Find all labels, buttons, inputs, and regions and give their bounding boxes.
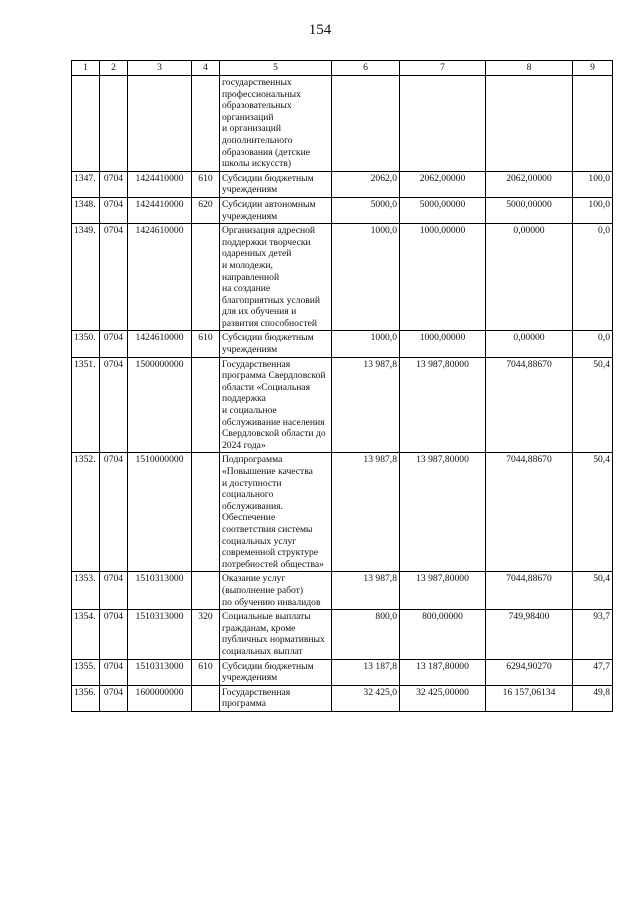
item-name: Государственная программа [220,685,332,711]
column-header: 7 [400,61,486,76]
executed-amount: 0,00000 [486,331,573,357]
expense-type-code: 610 [192,659,220,685]
execution-percent: 47,7 [573,659,613,685]
planned-amount: 5000,0 [332,197,400,223]
planned-amount [332,76,400,172]
expense-type-code [192,572,220,610]
executed-amount: 7044,88670 [486,453,573,572]
approved-amount: 2062,00000 [400,171,486,197]
planned-amount: 13 987,8 [332,572,400,610]
table-row [72,659,613,685]
table-row [72,197,613,223]
item-name: государственных профессиональных образовательных организаций и организаций дополнительного образования (детские школы искусств) [220,76,332,172]
row-number: 1354. [72,610,100,659]
planned-amount: 800,0 [332,610,400,659]
executed-amount: 2062,00000 [486,171,573,197]
table-row [72,76,613,172]
page-number: 154 [308,22,332,38]
row-number: 1347. [72,171,100,197]
expense-type-code [192,357,220,453]
target-article-code: 1510000000 [128,453,192,572]
executed-amount: 6294,90270 [486,659,573,685]
section-code: 0704 [100,453,128,572]
column-header: 2 [100,61,128,76]
item-name: Субсидии бюджетным учреждениям [220,171,332,197]
target-article-code [128,76,192,172]
column-header: 1 [72,61,100,76]
target-article-code: 1600000000 [128,685,192,711]
table-row [72,331,613,357]
approved-amount: 13 987,80000 [400,572,486,610]
column-header: 9 [573,61,613,76]
row-number: 1356. [72,685,100,711]
table-row [72,453,613,572]
expense-type-code: 320 [192,610,220,659]
approved-amount: 13 187,80000 [400,659,486,685]
executed-amount: 7044,88670 [486,572,573,610]
expense-type-code [192,453,220,572]
approved-amount: 5000,00000 [400,197,486,223]
column-header: 3 [128,61,192,76]
execution-percent: 0,0 [573,224,613,331]
target-article-code: 1424610000 [128,224,192,331]
execution-percent [573,76,613,172]
table-row [72,171,613,197]
item-name: Подпрограмма «Повышение качества и доступности социального обслуживания. Обеспечение соответствия системы социальных услуг современной структуре потребностей общества» [220,453,332,572]
executed-amount: 749,98400 [486,610,573,659]
planned-amount: 13 987,8 [332,357,400,453]
row-number: 1349. [72,224,100,331]
budget-table [71,60,613,712]
item-name: Государственная программа Свердловской области «Социальная поддержка и социальное обслуживание населения Свердловской области до 2024 года» [220,357,332,453]
approved-amount: 13 987,80000 [400,453,486,572]
execution-percent: 93,7 [573,610,613,659]
column-header: 4 [192,61,220,76]
execution-percent: 50,4 [573,572,613,610]
planned-amount: 13 987,8 [332,453,400,572]
item-name: Организация адресной поддержки творчески одаренных детей и молодежи, направленной на создание благоприятных условий для их обучения и развития способностей [220,224,332,331]
execution-percent: 100,0 [573,197,613,223]
section-code: 0704 [100,685,128,711]
section-code [100,76,128,172]
target-article-code: 1510313000 [128,659,192,685]
expense-type-code: 620 [192,197,220,223]
section-code: 0704 [100,331,128,357]
row-number: 1353. [72,572,100,610]
table-row [72,357,613,453]
executed-amount [486,76,573,172]
item-name: Субсидии бюджетным учреждениям [220,659,332,685]
column-header: 8 [486,61,573,76]
row-number: 1348. [72,197,100,223]
item-name: Социальные выплаты гражданам, кроме публичных нормативных социальных выплат [220,610,332,659]
expense-type-code: 610 [192,331,220,357]
approved-amount: 32 425,00000 [400,685,486,711]
execution-percent: 100,0 [573,171,613,197]
approved-amount: 1000,00000 [400,331,486,357]
expense-type-code [192,685,220,711]
target-article-code: 1500000000 [128,357,192,453]
table-row [72,610,613,659]
row-number: 1352. [72,453,100,572]
planned-amount: 1000,0 [332,224,400,331]
execution-percent: 0,0 [573,331,613,357]
section-code: 0704 [100,224,128,331]
row-number: 1355. [72,659,100,685]
execution-percent: 49,8 [573,685,613,711]
section-code: 0704 [100,197,128,223]
planned-amount: 32 425,0 [332,685,400,711]
item-name: Субсидии автономным учреждениям [220,197,332,223]
target-article-code: 1424610000 [128,331,192,357]
target-article-code: 1510313000 [128,572,192,610]
table-row [72,224,613,331]
item-name: Оказание услуг (выполнение работ) по обучению инвалидов [220,572,332,610]
planned-amount: 13 187,8 [332,659,400,685]
executed-amount: 5000,00000 [486,197,573,223]
expense-type-code [192,76,220,172]
section-code: 0704 [100,610,128,659]
executed-amount: 7044,88670 [486,357,573,453]
column-header: 6 [332,61,400,76]
approved-amount [400,76,486,172]
section-code: 0704 [100,659,128,685]
section-code: 0704 [100,357,128,453]
item-name: Субсидии бюджетным учреждениям [220,331,332,357]
target-article-code: 1510313000 [128,610,192,659]
section-code: 0704 [100,171,128,197]
executed-amount: 0,00000 [486,224,573,331]
row-number: 1350. [72,331,100,357]
section-code: 0704 [100,572,128,610]
row-number: 1351. [72,357,100,453]
row-number [72,76,100,172]
planned-amount: 1000,0 [332,331,400,357]
expense-type-code: 610 [192,171,220,197]
execution-percent: 50,4 [573,357,613,453]
target-article-code: 1424410000 [128,197,192,223]
approved-amount: 800,00000 [400,610,486,659]
table-row [72,685,613,711]
table-row [72,572,613,610]
approved-amount: 13 987,80000 [400,357,486,453]
expense-type-code [192,224,220,331]
header-row [72,61,613,76]
target-article-code: 1424410000 [128,171,192,197]
executed-amount: 16 157,06134 [486,685,573,711]
execution-percent: 50,4 [573,453,613,572]
planned-amount: 2062,0 [332,171,400,197]
column-header: 5 [220,61,332,76]
approved-amount: 1000,00000 [400,224,486,331]
